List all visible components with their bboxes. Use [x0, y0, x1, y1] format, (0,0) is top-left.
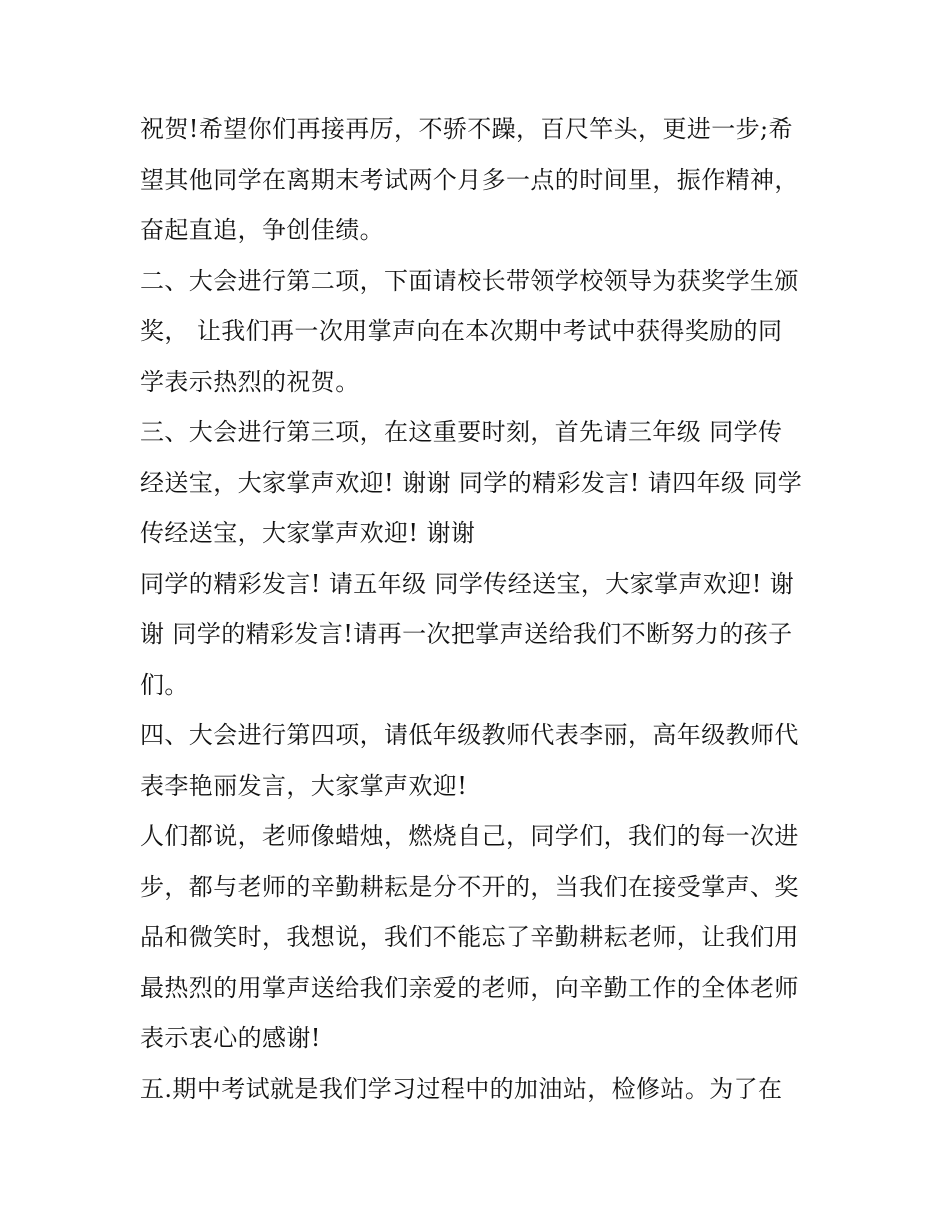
text-line: 奖， 让我们再一次用掌声向在本次期中考试中获得奖励的同: [140, 317, 783, 345]
text-line: 传经送宝，大家掌声欢迎! 谢谢: [140, 519, 476, 547]
text-line: 表示衷心的感谢!: [140, 1024, 321, 1052]
text-line: 望其他同学在离期末考试两个月多一点的时间里，振作精神，: [140, 165, 799, 194]
text-line: 五.期中考试就是我们学习过程中的加油站，检修站。为了在: [140, 1074, 783, 1103]
text-line: 四、大会进行第四项，请低年级教师代表李丽，高年级教师代: [140, 721, 799, 749]
text-line: 二、大会进行第二项，下面请校长带领学校领导为获奖学生颁: [140, 266, 799, 295]
text-line: 奋起直追，争创佳绩。: [140, 216, 384, 244]
text-line: 三、大会进行第三项，在这重要时刻，首先请三年级 同学传: [140, 418, 783, 446]
text-line: 们。: [140, 670, 189, 699]
text-line: 同学的精彩发言! 请五年级 同学传经送宝，大家掌声欢迎! 谢: [140, 569, 795, 598]
text-line: 祝贺!希望你们再接再厉，不骄不躁，百尺竿头，更进一步;希: [140, 115, 793, 143]
text-line: 学表示热烈的祝贺。: [140, 367, 360, 396]
text-line: 品和微笑时，我想说，我们不能忘了辛勤耕耘老师，让我们用: [140, 923, 799, 951]
text-line: 谢 同学的精彩发言!请再一次把掌声送给我们不断努力的孩子: [140, 620, 793, 648]
text-line: 步，都与老师的辛勤耕耘是分不开的，当我们在接受掌声、奖: [140, 872, 799, 901]
document-body: [140, 104, 820, 1114]
text-line: 经送宝，大家掌声欢迎! 谢谢 同学的精彩发言! 请四年级 同学: [140, 468, 803, 497]
text-line: 人们都说，老师像蜡烛，燃烧自己，同学们，我们的每一次进: [140, 822, 799, 850]
text-line: 最热烈的用掌声送给我们亲爱的老师，向辛勤工作的全体老师: [140, 973, 799, 1002]
text-line: 表李艳丽发言，大家掌声欢迎!: [140, 771, 468, 800]
